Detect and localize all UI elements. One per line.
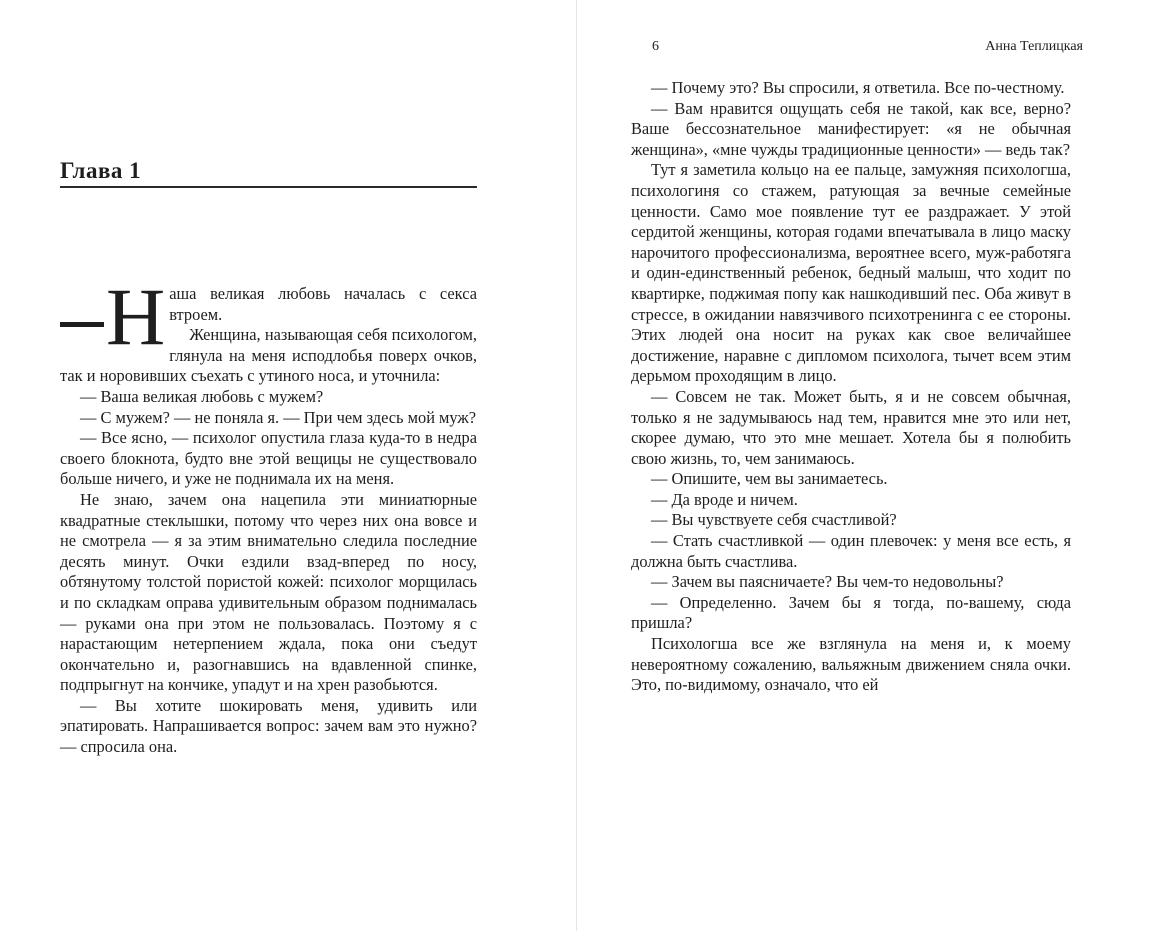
paragraph: Женщина, называющая себя психологом, глянула на меня исподлобья поверх очков, так и норовивших съехать с утиного носа, и уточнила: [60,325,477,386]
right-page [577,0,1154,931]
left-page [0,0,576,931]
paragraph: — Стать счастливкой — один плевочек: у меня все есть, я должна быть счастлива. [631,531,1071,571]
drop-cap [60,271,166,362]
paragraph: — Совсем не так. Может быть, я и не совсем обычная, только я не задумываюсь над тем, нравится мне это или нет, скорее думаю, что это мне мешает. Хотела бы я полюбить свою жизнь, то, чем занимаюсь. [631,386,1071,468]
paragraph: — Да вроде и ничем. [651,489,798,509]
left-page-text [60,271,477,758]
paragraph: — Ваша великая любовь с мужем? [80,386,324,406]
paragraph: — Зачем вы паясничаете? Вы чем-то недовольны? [651,572,1004,592]
right-page-text [631,78,1071,696]
paragraph: — Опишите, чем вы занимаетесь. [651,469,888,489]
paragraph: Психологша все же взглянула на меня и, к моему невероятному сожалению, вальяжным движением сняла очки. Это, по-видимому, означало, что ей [631,634,1071,695]
paragraph: Не знаю, зачем она нацепила эти миниатюрные квадратные стеклышки, потому что через них она вовсе и не смотрела — я за этим внимательно следила последние десять минут. Очки ездили взад-вперед по носу, обтянутому толстой пористой кожей: психолог морщилась и по складкам оправа удивительным образом поднималась — руками она при этом не пользовалась. Поэтому я с нарастающим нетерпением ждала, пока они съедут окончательно и, разогнавшись на вдавленной спинке, подпрыгнут на кончике, упадут и на хрен разобьются. [60,489,477,695]
running-head-author: Анна Теплицкая [985,39,1083,54]
chapter-title: Глава 1 [60,158,142,183]
paragraph: — Вам нравится ощущать себя не такой, как все, верно? Ваше бессознательное манифестирует: «я не обычная женщина», «мне чужды традиционные ценности» — ведь так? [631,98,1071,159]
paragraph: — Вы хотите шокировать меня, удивить или эпатировать. Напрашивается вопрос: зачем вам это нужно? — спросила она. [60,695,477,757]
page-number: 6 [652,39,659,54]
chapter-rule [60,186,477,188]
paragraph: — Вы чувствуете себя счастливой? [651,510,897,530]
paragraph: — Определенно. Зачем бы я тогда, по-вашему, сюда пришла? [631,592,1071,633]
paragraph: — С мужем? — не поняла я. — При чем здесь мой муж? [80,407,477,427]
drop-cap-dash [60,322,104,327]
drop-cap-letter: Н [106,271,166,362]
paragraph: Тут я заметила кольцо на ее пальце, замужняя психологша, психологиня со стажем, ратующая за вечные семейные ценности. Само мое появление тут ее раздражает. У этой сердитой женщины, которая годами впечатывала в лицо маску нарочитого профессионализма, вероятнее всего, муж-работяга и один-единственный ребенок, бедный малыш, что ходит по квартирке, поджимая попу как нашкодивший пес. Оба живут в стрессе, в ожидании навязчивого психотренинга с ее стороны. Этих людей она носит на руках как свое величайшее достижение, наравне с дипломом психолога, тычет всем этим дерьмом проходящим в лицо. [631,160,1071,386]
paragraph: — Почему это? Вы спросили, я ответила. Все по-честному. [651,78,1065,97]
paragraph: — Все ясно, — психолог опустила глаза куда-то в недра своего блокнота, будто вне этой вещицы не существовало больше ничего, и уже не поднимала их на меня. [60,428,477,489]
paragraph-text: аша великая любовь началась с секса втроем. [169,284,477,324]
